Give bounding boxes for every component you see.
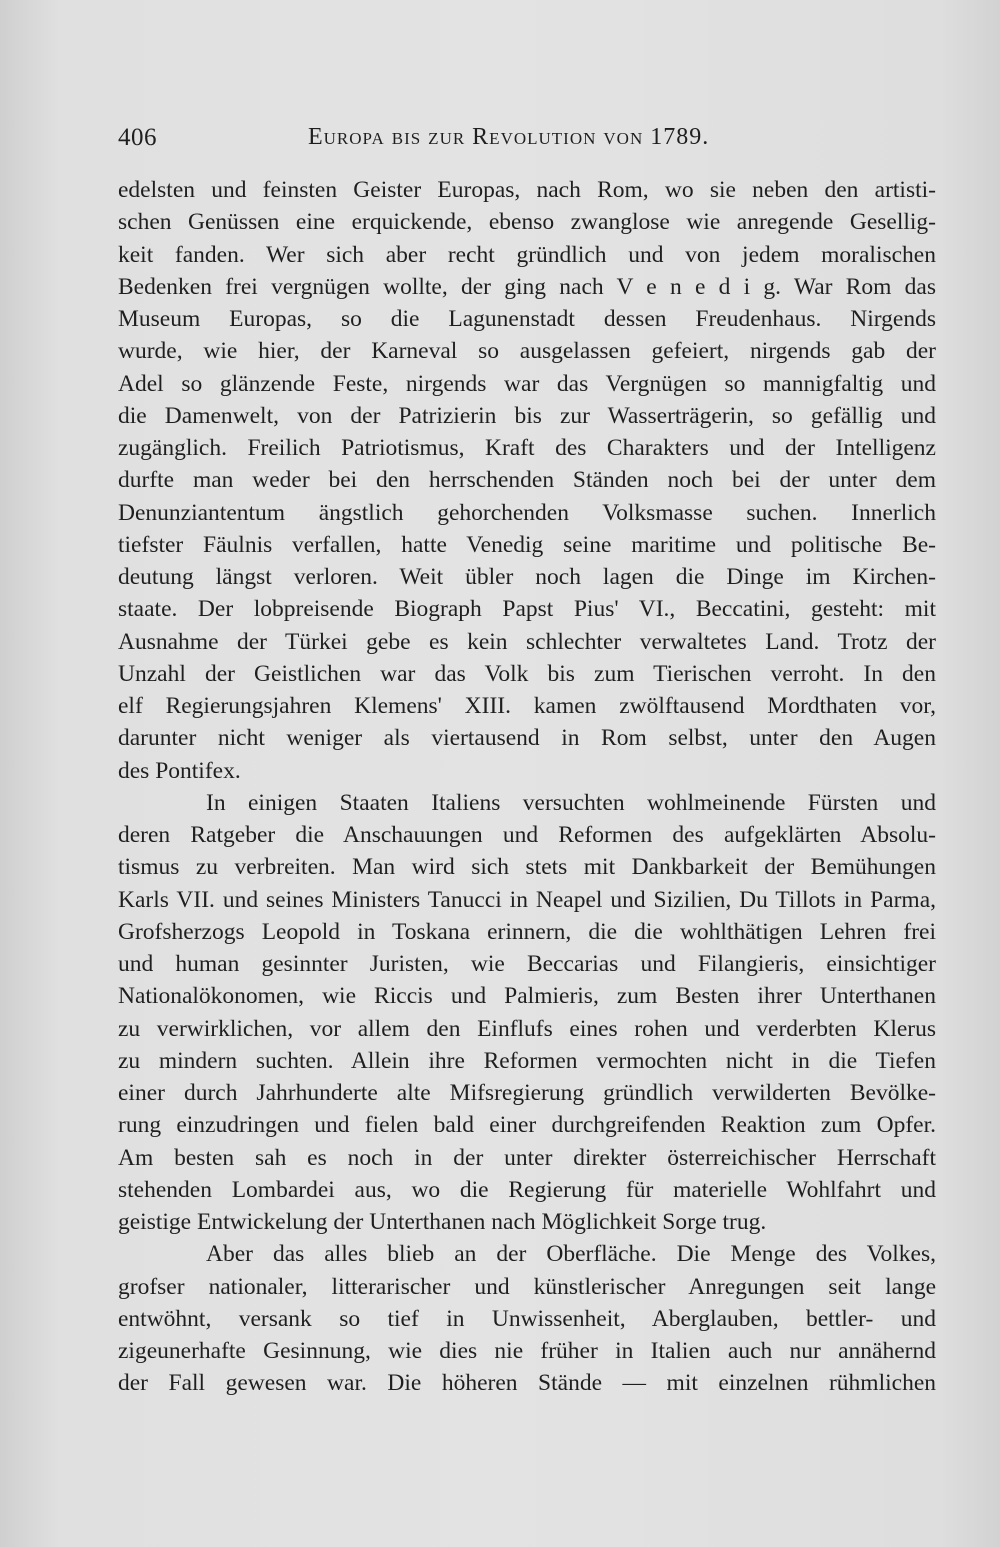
text-line: grofser nationaler, litterarischer und künstlerischer Anregungen seit lange: [118, 1273, 936, 1300]
text-line: Karls VII. und seines Ministers Tanucci in Neapel und Sizilien, Du Tillots in Parma,: [118, 886, 936, 913]
text-line: stehenden Lombardei aus, wo die Regierung für materielle Wohlfahrt und: [118, 1176, 936, 1203]
page-header: [118, 124, 938, 160]
running-title: Europa bis zur Revolution von 1789.: [308, 124, 710, 150]
text-line: die Damenwelt, von der Patrizierin bis zur Wasserträgerin, so gefällig und: [118, 402, 936, 429]
text-line: Nationalökonomen, wie Riccis und Palmieris, zum Besten ihrer Unterthanen: [118, 983, 936, 1010]
text-line: Unzahl der Geistlichen war das Volk bis zum Tierischen verroht. In den: [118, 660, 936, 687]
paragraph-end-line: des Pontifex.: [118, 757, 241, 784]
text-line: deutung längst verloren. Weit übler noch lagen die Dinge im Kirchen-: [118, 564, 936, 590]
text-line: entwöhnt, versank so tief in Unwissenheit, Aberglauben, bettler- und: [118, 1305, 936, 1332]
body-text: [118, 174, 936, 1400]
text-line: staate. Der lobpreisende Biograph Papst Pius' VI., Beccatini, gesteht: mit: [118, 596, 936, 623]
text-line: Museum Europas, so die Lagunenstadt dessen Freudenhaus. Nirgends: [118, 306, 936, 332]
page-number: 406: [118, 124, 157, 151]
text-line: Adel so glänzende Feste, nirgends war das Vergnügen so mannigfaltig und: [118, 370, 936, 397]
text-line: durfte man weder bei den herrschenden Ständen noch bei der unter dem: [118, 467, 936, 494]
text-line: wurde, wie hier, der Karneval so ausgelassen gefeiert, nirgends gab der: [118, 338, 936, 365]
text-line: tiefster Fäulnis verfallen, hatte Venedig seine maritime und politische Be-: [118, 531, 936, 558]
text-line: elf Regierungsjahren Klemens' XIII. kamen zwölftausend Mordthaten vor,: [118, 693, 936, 719]
text-line: einer durch Jahrhunderte alte Mifsregierung gründlich verwilderten Bevölke-: [118, 1080, 936, 1106]
text-line: tismus zu verbreiten. Man wird sich stets mit Dankbarkeit der Bemühungen: [118, 854, 936, 881]
text-line: rung einzudringen und fielen bald einer durchgreifenden Reaktion zum Opfer.: [118, 1112, 936, 1139]
text-line: edelsten und feinsten Geister Europas, nach Rom, wo sie neben den artisti-: [118, 177, 936, 203]
text-line: Denunziantentum ängstlich gehorchenden Volksmasse suchen. Innerlich: [118, 499, 936, 526]
text-line: deren Ratgeber die Anschauungen und Reformen des aufgeklärten Absolu-: [118, 822, 936, 848]
text-line: und human gesinnter Juristen, wie Beccarias und Filangieris, einsichtiger: [118, 951, 936, 977]
text-line: zugänglich. Freilich Patriotismus, Kraft des Charakters und der Intelligenz: [118, 435, 936, 461]
text-line: der Fall gewesen war. Die höheren Stände — mit einzelnen rühmlichen: [118, 1370, 936, 1397]
text-line: zu mindern suchten. Allein ihre Reformen vermochten nicht in die Tiefen: [118, 1047, 936, 1074]
text-line: Bedenken frei vergnügen wollte, der ging nach V e n e d i g. War Rom das: [118, 273, 936, 300]
text-line: Am besten sah es noch in der unter direkter österreichischer Herrschaft: [118, 1144, 936, 1171]
text-line: keit fanden. Wer sich aber recht gründlich und von jedem moralischen: [118, 241, 936, 268]
text-line: zigeunerhafte Gesinnung, wie dies nie früher in Italien auch nur annähernd: [118, 1338, 936, 1364]
paragraph-start-line: In einigen Staaten Italiens versuchten wohlmeinende Fürsten und: [206, 789, 936, 816]
paragraph-start-line: Aber das alles blieb an der Oberfläche. Die Menge des Volkes,: [206, 1241, 936, 1268]
text-line: darunter nicht weniger als viertausend in Rom selbst, unter den Augen: [118, 725, 936, 752]
text-line: schen Genüssen eine erquickende, ebenso zwanglose wie anregende Gesellig-: [118, 209, 936, 236]
text-line: zu verwirklichen, vor allem den Einflufs eines rohen und verderbten Klerus: [118, 1015, 936, 1042]
text-line: Grofsherzogs Leopold in Toskana erinnern, die die wohlthätigen Lehren frei: [118, 918, 936, 945]
paragraph-end-line: geistige Entwickelung der Unterthanen nach Möglichkeit Sorge trug.: [118, 1209, 767, 1235]
text-line: Ausnahme der Türkei gebe es kein schlechter verwaltetes Land. Trotz der: [118, 628, 936, 655]
